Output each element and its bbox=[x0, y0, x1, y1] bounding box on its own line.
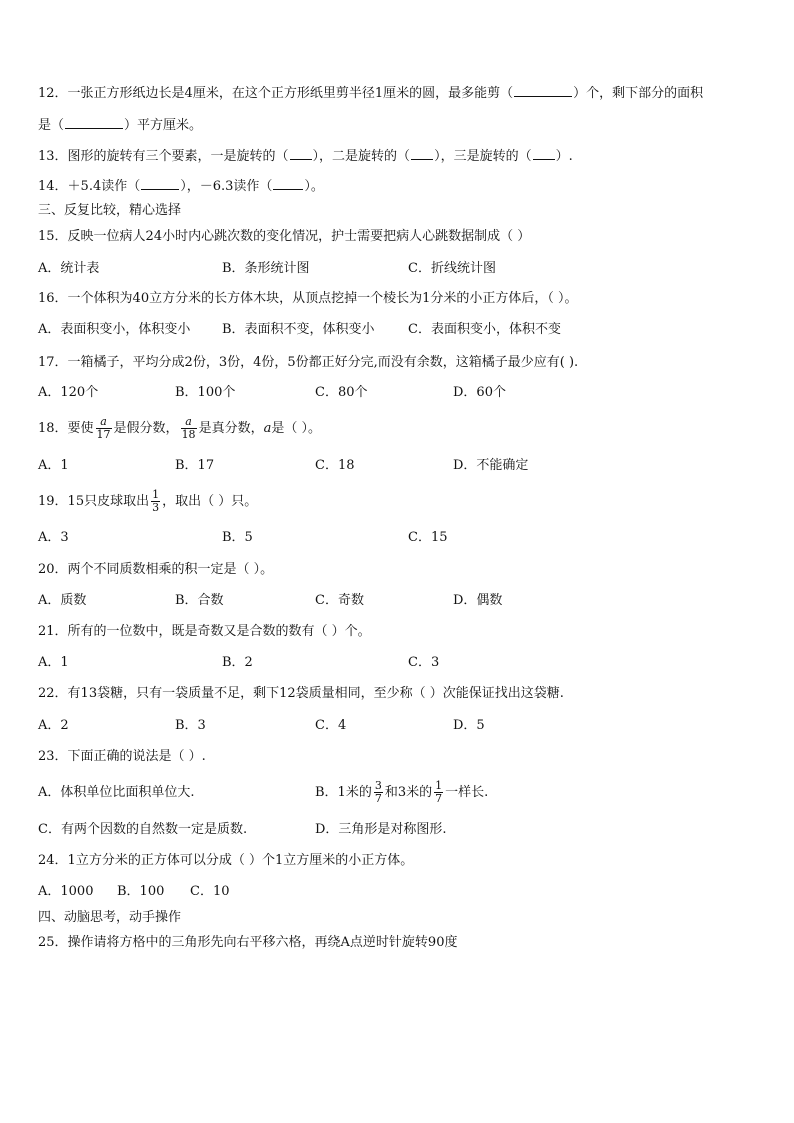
question-12-line-2 bbox=[38, 116, 202, 134]
option-b-text-a: B．1米的 bbox=[315, 785, 372, 800]
option-d[interactable]: D．不能确定 bbox=[453, 458, 529, 473]
option-b[interactable]: B．100个 bbox=[175, 385, 236, 400]
option-c[interactable]: C．表面积变小，体积不变 bbox=[408, 322, 561, 337]
answer-blank[interactable] bbox=[514, 84, 572, 97]
option-b[interactable] bbox=[315, 771, 488, 815]
question-15-stem: 15．反映一位病人24小时内心跳次数的变化情况，护士需要把病人心跳数据制成（ ） bbox=[38, 229, 531, 244]
fraction-denominator: 17 bbox=[96, 428, 111, 441]
question-13 bbox=[38, 147, 573, 165]
fraction-one-third bbox=[151, 489, 160, 514]
q13-text-c: ），三是旋转的（ bbox=[434, 149, 532, 164]
fraction-a-over-18 bbox=[181, 416, 197, 441]
answer-blank[interactable] bbox=[141, 177, 179, 190]
q14-text-b: ），－6.3读作（ bbox=[180, 179, 273, 194]
section-heading: 四、动脑思考，动手操作 bbox=[38, 910, 182, 925]
option-c[interactable]: C．4 bbox=[315, 718, 347, 733]
option-c[interactable]: C．3 bbox=[408, 655, 440, 670]
q19-text-b: ，取出（ ）只。 bbox=[162, 494, 258, 509]
q18-text-b: 是假分数， bbox=[113, 421, 179, 436]
option-d[interactable]: D．三角形是对称图形. bbox=[315, 822, 447, 837]
option-d[interactable]: D．5 bbox=[453, 718, 485, 733]
option-c[interactable]: C．10 bbox=[190, 884, 230, 899]
answer-blank[interactable] bbox=[65, 116, 123, 129]
fraction-a-over-17 bbox=[96, 416, 112, 441]
q13-text-d: ）. bbox=[555, 149, 573, 164]
option-b[interactable]: B．3 bbox=[175, 718, 206, 733]
option-d[interactable]: D．偶数 bbox=[453, 593, 503, 608]
q13-text-b: ），二是旋转的（ bbox=[312, 149, 411, 164]
variable-a: a bbox=[263, 421, 272, 436]
fraction-numerator: 3 bbox=[374, 779, 382, 792]
option-c[interactable]: C．15 bbox=[408, 530, 448, 545]
option-b[interactable]: B．2 bbox=[222, 655, 253, 670]
q12-text-c: 是（ bbox=[38, 118, 65, 133]
question-24-stem: 24．1立方分米的正方体可以分成（ ）个1立方厘米的小正方体。 bbox=[38, 853, 414, 868]
option-a[interactable]: A．表面积变小，体积变小 bbox=[38, 322, 191, 337]
fraction-denominator: 18 bbox=[181, 428, 196, 441]
fraction-one-seventh bbox=[434, 780, 443, 805]
option-b[interactable]: B．合数 bbox=[175, 593, 224, 608]
question-23-stem: 23．下面正确的说法是（ ）. bbox=[38, 749, 206, 764]
question-16-stem: 16．一个体积为40立方分米的长方体木块，从顶点挖掉一个棱长为1分米的小正方体后，（ ）。 bbox=[38, 291, 578, 306]
option-a[interactable]: A．统计表 bbox=[38, 261, 100, 276]
option-a[interactable]: A．120个 bbox=[38, 385, 99, 400]
fraction-numerator: 1 bbox=[435, 779, 443, 792]
option-a[interactable]: A．3 bbox=[38, 530, 69, 545]
fraction-denominator: 3 bbox=[152, 501, 160, 514]
answer-blank[interactable] bbox=[533, 147, 555, 160]
option-a[interactable]: A．体积单位比面积单位大. bbox=[38, 785, 195, 800]
q19-text-a: 19．15只皮球取出 bbox=[38, 494, 150, 509]
option-d[interactable]: D．60个 bbox=[453, 385, 506, 400]
option-c[interactable]: C．18 bbox=[315, 458, 355, 473]
option-b[interactable]: B．5 bbox=[222, 530, 253, 545]
option-c[interactable]: C．80个 bbox=[315, 385, 368, 400]
fraction-three-sevenths bbox=[374, 780, 383, 805]
answer-blank[interactable] bbox=[290, 147, 312, 160]
option-b-text-c: 一样长. bbox=[445, 785, 489, 800]
option-c[interactable]: C．奇数 bbox=[315, 593, 364, 608]
q18-text-c: 是真分数， bbox=[198, 421, 264, 436]
option-a[interactable]: A．1 bbox=[38, 458, 69, 473]
q18-text-d: 是（ ）。 bbox=[271, 421, 321, 436]
answer-blank[interactable] bbox=[411, 147, 433, 160]
option-b[interactable]: B．表面积不变，体积变小 bbox=[222, 322, 375, 337]
q12-text-b: ）个，剩下部分的面积 bbox=[573, 86, 704, 101]
option-a[interactable]: A．质数 bbox=[38, 593, 87, 608]
fraction-denominator: 7 bbox=[374, 792, 382, 805]
question-18-stem bbox=[38, 414, 321, 444]
fraction-numerator: a bbox=[96, 416, 112, 429]
option-c[interactable]: C．有两个因数的自然数一定是质数. bbox=[38, 822, 248, 837]
question-19-stem bbox=[38, 487, 257, 517]
q12-text-a: 12．一张正方形纸边长是4厘米，在这个正方形纸里剪半径1厘米的圆，最多能剪（ bbox=[38, 86, 514, 101]
question-17-stem: 17．一箱橘子，平均分成2份，3份，4份，5份都正好分完,而没有余数，这箱橘子最少应有( ). bbox=[38, 355, 579, 370]
option-c[interactable]: C．折线统计图 bbox=[408, 261, 496, 276]
question-25-stem: 25．操作请将方格中的三角形先向右平移六格，再绕A点逆时针旋转90度 bbox=[38, 935, 458, 950]
option-a[interactable]: A．1 bbox=[38, 655, 69, 670]
fraction-numerator: 1 bbox=[152, 488, 160, 501]
option-a[interactable]: A．1000 bbox=[38, 884, 94, 899]
q18-text-a: 18．要使 bbox=[38, 421, 94, 436]
q14-text-c: ）。 bbox=[304, 179, 324, 194]
q13-text-a: 13．图形的旋转有三个要素，一是旋转的（ bbox=[38, 149, 289, 164]
option-b[interactable]: B．100 bbox=[117, 884, 165, 899]
question-14 bbox=[38, 177, 324, 195]
fraction-denominator: 7 bbox=[435, 792, 443, 805]
fraction-numerator: a bbox=[181, 416, 197, 429]
q14-text-a: 14．＋5.4读作（ bbox=[38, 179, 141, 194]
question-21-stem: 21．所有的一位数中，既是奇数又是合数的数有（ ）个。 bbox=[38, 624, 371, 639]
option-b[interactable]: B．条形统计图 bbox=[222, 261, 310, 276]
section-heading: 三、反复比较，精心选择 bbox=[38, 203, 182, 218]
option-b[interactable]: B．17 bbox=[175, 458, 215, 473]
answer-blank[interactable] bbox=[273, 177, 303, 190]
question-20-stem: 20．两个不同质数相乘的积一定是（ ）。 bbox=[38, 562, 274, 577]
q12-text-d: ）平方厘米。 bbox=[124, 118, 203, 133]
option-a[interactable]: A．2 bbox=[38, 718, 69, 733]
question-12-line-1 bbox=[38, 84, 703, 102]
question-22-stem: 22．有13袋糖，只有一袋质量不足，剩下12袋质量相同，至少称（ ）次能保证找出这袋糖. bbox=[38, 686, 564, 701]
option-b-text-b: 和3米的 bbox=[384, 785, 433, 800]
